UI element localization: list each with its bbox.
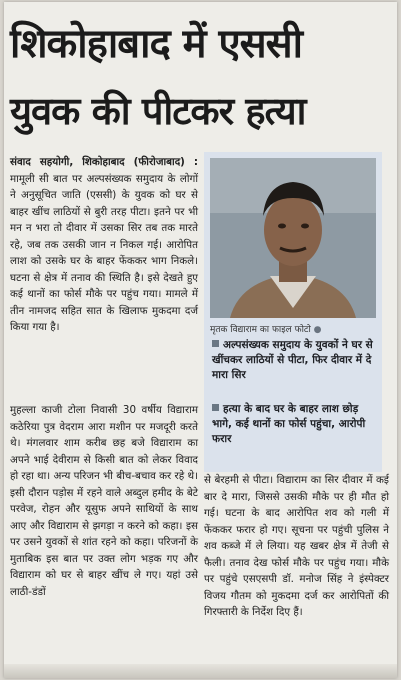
headline-line-2: युवक की पीटकर हत्या bbox=[10, 89, 306, 133]
headline-line-1: शिकोहाबाद में एससी bbox=[10, 21, 303, 67]
caption-bullet-icon: ● bbox=[313, 325, 322, 335]
pullquote-1 bbox=[212, 338, 377, 383]
next-article-edge bbox=[4, 664, 397, 678]
photo-caption bbox=[210, 322, 322, 335]
dateline: संवाद सहयोगी, शिकोहाबाद (फीरोजाबाद) : bbox=[10, 156, 198, 168]
newspaper-clipping bbox=[4, 2, 397, 678]
pullquote-2-text: हत्या के बाद घर के बाहर लाश छोड़ भागे, कई थानों का फोर्स पहुंचा, आरोपी फरार bbox=[212, 403, 366, 445]
photo-sidebar bbox=[204, 152, 382, 472]
victim-photo bbox=[210, 158, 376, 318]
square-bullet-icon bbox=[212, 340, 219, 347]
article-column-left-top bbox=[10, 154, 198, 336]
article-column-left-bottom bbox=[10, 402, 198, 600]
pullquote-2 bbox=[212, 402, 377, 447]
person-photo-icon bbox=[210, 158, 376, 318]
square-bullet-icon bbox=[212, 404, 219, 411]
paragraph-1-text: मामूली सी बात पर अल्पसंख्यक समुदाय के लोगों ने अनुसूचित जाति (एससी) के युवक को घर से बाहर खींच लाठियों से बुरी तरह पीटा। इतने पर भी मन न भरा तो दीवार में उसका सिर तब तक मारते रहे, जब तक उसकी जान न निकल गई। आरोपित लाश को उसके घर के बाहर फेंककर भाग निकले। घटना से क्षेत्र में तनाव की स्थिति है। इसे देखते हुए कई थानों का फोर्स मौके पर पहुंच गया। मामले में तीन नामजद सहित सात के खिलाफ मुकदमा दर्ज किया गया है। bbox=[10, 172, 198, 333]
article-column-right-bottom bbox=[204, 472, 389, 621]
caption-text: मृतक विद्याराम का फाइल फोटो bbox=[210, 325, 311, 335]
article-paragraph-3: से बेरहमी से पीटा। विद्याराम का सिर दीवार में कई बार दे मारा, जिससे उसकी मौके पर ही मौत हो गई। घटना के बाद आरोपित शव को गली में फेंककर फरार हो गए। सूचना पर पहुंची पुलिस ने शव कब्जे में ले लिया। यह खबर क्षेत्र में तेजी से फैली। तनाव देख फोर्स मौके पर पहुंच गया। मौके पर पहुंचे एसएसपी डॉ. मनोज सिंह ने इंस्पेक्टर विजय गौतम को मुकदमा दर्ज कर आरोपितों की गिरफ्तारी के निर्देश दिए हैं। bbox=[204, 474, 389, 618]
article-paragraph-2: मुहल्ला काजी टोला निवासी 30 वर्षीय विद्याराम कठेरिया पुत्र वेदराम आरा मशीन पर मजदूरी करते थे। मंगलवार शाम करीब छह बजे विद्याराम का अपने भाई देवीराम से किसी बात को लेकर विवाद हो रहा था। अन्य परिजन भी बीच-बचाव कर रहे थे। इसी दौरान पड़ोस में रहने वाले अब्दुल हमीद के बेटे परवेज, रोहन और यूसुफ अपने साथियों के साथ आए और विद्याराम से झगड़ा न करने को कहा। इस पर उसने युवकों से शांत रहने को कहा। परिजनों के मुताबिक इस बात पर उक्त लोग भड़क गए और विद्याराम को घर से बाहर खींच ले गए। यहां उसे लाठी-डंडों bbox=[10, 404, 198, 598]
article-paragraph-1 bbox=[10, 154, 198, 336]
pullquote-1-text: अल्पसंख्यक समुदाय के युवकों ने घर से खींचकर लाठियों से पीटा, फिर दीवार में दे मारा सिर bbox=[212, 339, 373, 381]
